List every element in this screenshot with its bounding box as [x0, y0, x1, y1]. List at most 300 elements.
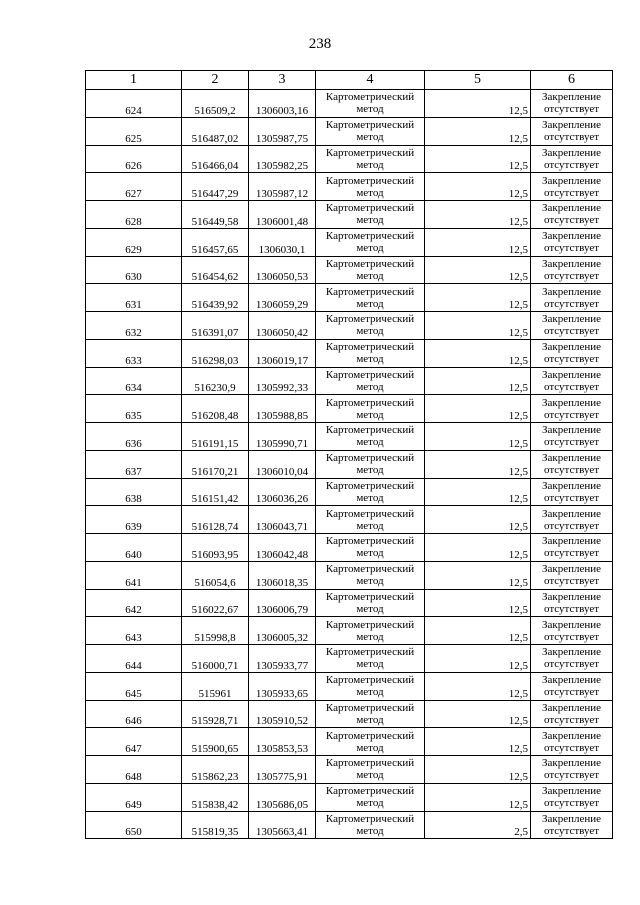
method-cell-text: Картометрический	[325, 91, 415, 104]
method-cell	[316, 645, 425, 673]
fixation-cell	[531, 367, 613, 395]
fixation-cell-text: Закрепление	[541, 202, 602, 215]
fixation-cell-text: отсутствует	[543, 242, 600, 255]
x-coordinate-cell	[182, 700, 249, 728]
point-number-cell	[86, 700, 182, 728]
x-coordinate-cell	[182, 617, 249, 645]
method-cell-text: Картометрический	[325, 257, 415, 270]
column-header-1: 1	[86, 71, 182, 90]
accuracy-cell	[425, 228, 531, 256]
fixation-cell	[531, 450, 613, 478]
x-coordinate-cell-text: 516509,2	[194, 104, 236, 117]
accuracy-cell	[425, 256, 531, 284]
point-number-cell-text: 634	[125, 382, 142, 395]
point-number-cell	[86, 506, 182, 534]
point-number-cell-text: 650	[125, 826, 142, 839]
x-coordinate-cell-text: 516093,95	[191, 548, 239, 561]
point-number-cell-text: 640	[125, 548, 142, 561]
fixation-cell-text: Закрепление	[541, 729, 602, 742]
x-coordinate-cell	[182, 728, 249, 756]
method-cell-text: метод	[356, 325, 384, 338]
fixation-cell	[531, 756, 613, 784]
accuracy-cell-text: 12,5	[508, 299, 528, 311]
table-row	[86, 561, 613, 589]
method-cell-text: метод	[356, 575, 384, 588]
accuracy-cell	[425, 756, 531, 784]
column-header-2: 2	[182, 71, 249, 90]
accuracy-cell	[425, 117, 531, 145]
x-coordinate-cell	[182, 645, 249, 673]
fixation-cell-text: отсутствует	[543, 186, 600, 199]
method-cell-text: Картометрический	[325, 396, 415, 409]
method-cell-text: метод	[356, 602, 384, 615]
y-coordinate-cell	[249, 395, 316, 423]
y-coordinate-cell-text: 1306010,04	[255, 465, 309, 478]
accuracy-cell-text: 12,5	[508, 770, 528, 783]
method-cell-text: метод	[356, 242, 384, 255]
y-coordinate-cell	[249, 228, 316, 256]
method-cell	[316, 756, 425, 784]
accuracy-cell	[425, 672, 531, 700]
method-cell-text: Картометрический	[325, 174, 415, 187]
fixation-cell	[531, 589, 613, 617]
fixation-cell	[531, 478, 613, 506]
fixation-cell-text: Закрепление	[541, 590, 602, 603]
method-cell	[316, 450, 425, 478]
y-coordinate-cell	[249, 201, 316, 229]
y-coordinate-cell-text: 1305987,75	[255, 132, 309, 145]
table-row	[86, 700, 613, 728]
method-cell-text: метод	[356, 353, 384, 366]
fixation-cell	[531, 201, 613, 229]
y-coordinate-cell	[249, 450, 316, 478]
y-coordinate-cell-text: 1306050,53	[255, 271, 309, 284]
point-number-cell	[86, 173, 182, 201]
point-number-cell-text: 636	[125, 437, 142, 450]
table-row	[86, 145, 613, 173]
fixation-cell-text: отсутствует	[543, 602, 600, 615]
accuracy-cell-text: 12,5	[508, 243, 528, 256]
fixation-cell	[531, 700, 613, 728]
accuracy-cell-text: 12,5	[508, 632, 528, 644]
x-coordinate-cell-text: 516170,21	[191, 465, 239, 478]
fixation-cell	[531, 506, 613, 534]
point-number-cell	[86, 312, 182, 340]
x-coordinate-cell	[182, 423, 249, 451]
fixation-cell-text: Закрепление	[541, 424, 602, 437]
fixation-cell-text: Закрепление	[541, 646, 602, 659]
table-row	[86, 117, 613, 145]
method-cell	[316, 561, 425, 589]
table-body	[86, 90, 613, 839]
method-cell-text: Картометрический	[325, 313, 415, 326]
point-number-cell	[86, 672, 182, 700]
point-number-cell-text: 644	[125, 659, 142, 672]
x-coordinate-cell-text: 515961	[198, 687, 232, 700]
x-coordinate-cell-text: 516230,9	[194, 382, 236, 395]
point-number-cell-text: 631	[125, 299, 142, 311]
x-coordinate-cell-text: 515819,35	[191, 826, 239, 839]
table-row	[86, 201, 613, 229]
table-row	[86, 617, 613, 645]
x-coordinate-cell-text: 515928,71	[191, 715, 239, 728]
x-coordinate-cell-text: 515900,65	[191, 743, 239, 755]
x-coordinate-cell	[182, 756, 249, 784]
accuracy-cell	[425, 645, 531, 673]
y-coordinate-cell-text: 1305775,91	[255, 770, 309, 783]
fixation-cell	[531, 312, 613, 340]
fixation-cell-text: Закрепление	[541, 119, 602, 132]
fixation-cell-text: Закрепление	[541, 341, 602, 354]
method-cell	[316, 700, 425, 728]
y-coordinate-cell-text: 1305988,85	[255, 410, 309, 422]
method-cell-text: метод	[356, 824, 384, 837]
accuracy-cell	[425, 339, 531, 367]
method-cell	[316, 90, 425, 118]
y-coordinate-cell-text: 1306050,42	[255, 326, 309, 339]
accuracy-cell	[425, 145, 531, 173]
fixation-cell	[531, 423, 613, 451]
fixation-cell-text: отсутствует	[543, 658, 600, 671]
y-coordinate-cell	[249, 589, 316, 617]
x-coordinate-cell	[182, 478, 249, 506]
x-coordinate-cell	[182, 339, 249, 367]
accuracy-cell-text: 12,5	[508, 160, 528, 173]
fixation-cell	[531, 284, 613, 312]
point-number-cell-text: 637	[125, 465, 142, 478]
fixation-cell	[531, 90, 613, 118]
point-number-cell-text: 638	[125, 493, 142, 506]
y-coordinate-cell	[249, 117, 316, 145]
table-row	[86, 450, 613, 478]
method-cell	[316, 228, 425, 256]
x-coordinate-cell	[182, 367, 249, 395]
fixation-cell	[531, 728, 613, 756]
accuracy-cell	[425, 201, 531, 229]
point-number-cell-text: 639	[125, 521, 142, 533]
accuracy-cell-text: 12,5	[508, 271, 528, 284]
y-coordinate-cell	[249, 312, 316, 340]
point-number-cell	[86, 728, 182, 756]
fixation-cell-text: отсутствует	[543, 269, 600, 282]
fixation-cell	[531, 672, 613, 700]
accuracy-cell-text: 12,5	[508, 382, 528, 395]
point-number-cell-text: 629	[125, 243, 142, 256]
point-number-cell	[86, 201, 182, 229]
fixation-cell	[531, 811, 613, 839]
point-number-cell-text: 626	[125, 160, 142, 173]
y-coordinate-cell	[249, 478, 316, 506]
accuracy-cell	[425, 728, 531, 756]
page-number: 238	[308, 36, 332, 52]
method-cell	[316, 617, 425, 645]
method-cell-text: метод	[356, 741, 384, 754]
fixation-cell-text: Закрепление	[541, 396, 602, 409]
column-header-4: 4	[316, 71, 425, 90]
fixation-cell	[531, 117, 613, 145]
accuracy-cell	[425, 284, 531, 312]
method-cell-text: метод	[356, 686, 384, 699]
fixation-cell	[531, 339, 613, 367]
accuracy-cell	[425, 395, 531, 423]
table-row	[86, 589, 613, 617]
point-number-cell-text: 649	[125, 798, 142, 811]
y-coordinate-cell-text: 1305982,25	[255, 160, 309, 173]
method-cell	[316, 506, 425, 534]
method-cell-text: метод	[356, 464, 384, 477]
y-coordinate-cell-text: 1306059,29	[255, 299, 309, 311]
x-coordinate-cell-text: 516391,07	[191, 326, 239, 339]
table-row	[86, 367, 613, 395]
x-coordinate-cell-text: 515862,23	[191, 770, 239, 783]
y-coordinate-cell	[249, 145, 316, 173]
x-coordinate-cell	[182, 117, 249, 145]
y-coordinate-cell-text: 1306001,48	[255, 215, 309, 228]
point-number-cell	[86, 589, 182, 617]
method-cell	[316, 783, 425, 811]
fixation-cell-text: Закрепление	[541, 757, 602, 770]
fixation-cell	[531, 145, 613, 173]
x-coordinate-cell-text: 516439,92	[191, 299, 239, 311]
point-number-cell-text: 625	[125, 132, 142, 145]
method-cell	[316, 145, 425, 173]
point-number-cell-text: 624	[125, 104, 142, 117]
accuracy-cell	[425, 811, 531, 839]
accuracy-cell-text: 12,5	[508, 521, 528, 533]
fixation-cell-text: Закрепление	[541, 785, 602, 798]
table-row	[86, 534, 613, 562]
y-coordinate-cell	[249, 339, 316, 367]
point-number-cell	[86, 339, 182, 367]
x-coordinate-cell-text: 516208,48	[191, 410, 239, 422]
fixation-cell-text: Закрепление	[541, 535, 602, 548]
accuracy-cell-text: 12,5	[508, 743, 528, 755]
point-number-cell-text: 647	[125, 743, 142, 755]
accuracy-cell	[425, 783, 531, 811]
y-coordinate-cell-text: 1305992,33	[255, 382, 309, 395]
header-row	[86, 71, 613, 90]
x-coordinate-cell-text: 516022,67	[191, 604, 239, 617]
fixation-cell-text: Закрепление	[541, 91, 602, 104]
fixation-cell-text: отсутствует	[543, 686, 600, 699]
method-cell	[316, 478, 425, 506]
fixation-cell-text: отсутствует	[543, 741, 600, 754]
x-coordinate-cell	[182, 395, 249, 423]
fixation-cell-text: отсутствует	[543, 380, 600, 393]
method-cell-text: метод	[356, 491, 384, 504]
accuracy-cell-text: 12,5	[508, 354, 528, 367]
method-cell	[316, 173, 425, 201]
accuracy-cell-text: 12,5	[508, 465, 528, 478]
method-cell-text: Картометрический	[325, 424, 415, 437]
point-number-cell	[86, 534, 182, 562]
x-coordinate-cell-text: 516191,15	[191, 437, 239, 450]
method-cell	[316, 672, 425, 700]
x-coordinate-cell	[182, 312, 249, 340]
x-coordinate-cell-text: 516487,02	[191, 132, 239, 145]
accuracy-cell-text: 12,5	[508, 604, 528, 617]
fixation-cell	[531, 617, 613, 645]
y-coordinate-cell-text: 1305910,52	[255, 715, 309, 728]
y-coordinate-cell-text: 1305990,71	[255, 437, 309, 450]
accuracy-cell-text: 12,5	[508, 132, 528, 145]
x-coordinate-cell	[182, 201, 249, 229]
fixation-cell-text: отсутствует	[543, 769, 600, 782]
accuracy-cell	[425, 589, 531, 617]
y-coordinate-cell	[249, 756, 316, 784]
method-cell-text: метод	[356, 131, 384, 144]
x-coordinate-cell	[182, 228, 249, 256]
column-header-3: 3	[249, 71, 316, 90]
method-cell-text: Картометрический	[325, 230, 415, 243]
accuracy-cell-text: 12,5	[508, 437, 528, 450]
y-coordinate-cell-text: 1305987,12	[255, 188, 309, 200]
fixation-cell-text: Закрепление	[541, 257, 602, 270]
method-cell	[316, 117, 425, 145]
fixation-cell-text: Закрепление	[541, 230, 602, 243]
table-header	[86, 71, 613, 90]
method-cell	[316, 811, 425, 839]
x-coordinate-cell-text: 516128,74	[191, 521, 239, 533]
x-coordinate-cell	[182, 561, 249, 589]
y-coordinate-cell-text: 1305686,05	[255, 798, 309, 811]
fixation-cell-text: Закрепление	[541, 479, 602, 492]
fixation-cell-text: отсутствует	[543, 491, 600, 504]
method-cell	[316, 367, 425, 395]
y-coordinate-cell-text: 1306005,32	[255, 632, 309, 644]
method-cell-text: метод	[356, 547, 384, 560]
fixation-cell-text: Закрепление	[541, 674, 602, 687]
column-header-6: 6	[531, 71, 613, 90]
method-cell-text: Картометрический	[325, 341, 415, 354]
table-row	[86, 478, 613, 506]
accuracy-cell	[425, 173, 531, 201]
method-cell-text: метод	[356, 519, 384, 532]
point-number-cell	[86, 284, 182, 312]
x-coordinate-cell	[182, 173, 249, 201]
fixation-cell-text: отсутствует	[543, 575, 600, 588]
fixation-cell	[531, 228, 613, 256]
method-cell-text: Картометрический	[325, 757, 415, 770]
fixation-cell-text: Закрепление	[541, 368, 602, 381]
table-row	[86, 728, 613, 756]
x-coordinate-cell-text: 515998,8	[194, 632, 236, 644]
point-number-cell-text: 627	[125, 188, 142, 200]
fixation-cell-text: отсутствует	[543, 353, 600, 366]
point-number-cell	[86, 783, 182, 811]
y-coordinate-cell	[249, 284, 316, 312]
fixation-cell	[531, 256, 613, 284]
point-number-cell	[86, 90, 182, 118]
point-number-cell	[86, 450, 182, 478]
accuracy-cell-text: 12,5	[508, 576, 528, 589]
method-cell	[316, 284, 425, 312]
method-cell-text: метод	[356, 214, 384, 227]
fixation-cell-text: отсутствует	[543, 214, 600, 227]
fixation-cell-text: Закрепление	[541, 618, 602, 631]
point-number-cell	[86, 561, 182, 589]
accuracy-cell-text: 12,5	[508, 548, 528, 561]
x-coordinate-cell	[182, 534, 249, 562]
y-coordinate-cell	[249, 506, 316, 534]
point-number-cell	[86, 228, 182, 256]
fixation-cell	[531, 561, 613, 589]
fixation-cell-text: Закрепление	[541, 174, 602, 187]
point-number-cell-text: 630	[125, 271, 142, 284]
accuracy-cell	[425, 450, 531, 478]
x-coordinate-cell	[182, 783, 249, 811]
accuracy-cell-text: 12,5	[508, 493, 528, 506]
x-coordinate-cell-text: 516466,04	[191, 160, 239, 173]
accuracy-cell	[425, 478, 531, 506]
table-row	[86, 506, 613, 534]
table-row	[86, 284, 613, 312]
y-coordinate-cell	[249, 811, 316, 839]
fixation-cell-text: Закрепление	[541, 507, 602, 520]
fixation-cell-text: Закрепление	[541, 563, 602, 576]
y-coordinate-cell	[249, 728, 316, 756]
y-coordinate-cell-text: 1306030,1	[258, 243, 306, 256]
x-coordinate-cell-text: 516298,03	[191, 354, 239, 367]
fixation-cell	[531, 173, 613, 201]
x-coordinate-cell-text: 516000,71	[191, 659, 239, 672]
accuracy-cell	[425, 312, 531, 340]
y-coordinate-cell	[249, 645, 316, 673]
point-number-cell	[86, 756, 182, 784]
table-row	[86, 256, 613, 284]
x-coordinate-cell-text: 516454,62	[191, 271, 239, 284]
point-number-cell	[86, 367, 182, 395]
y-coordinate-cell	[249, 672, 316, 700]
y-coordinate-cell-text: 1306043,71	[255, 521, 309, 533]
method-cell-text: Картометрический	[325, 507, 415, 520]
method-cell	[316, 589, 425, 617]
table-row	[86, 811, 613, 839]
table-row	[86, 173, 613, 201]
y-coordinate-cell-text: 1306006,79	[255, 604, 309, 617]
method-cell	[316, 395, 425, 423]
fixation-cell-text: отсутствует	[543, 797, 600, 810]
fixation-cell-text: отсутствует	[543, 519, 600, 532]
y-coordinate-cell-text: 1306019,17	[255, 354, 309, 367]
method-cell-text: Картометрический	[325, 812, 415, 825]
fixation-cell-text: отсутствует	[543, 630, 600, 643]
point-number-cell-text: 628	[125, 215, 142, 228]
y-coordinate-cell	[249, 367, 316, 395]
accuracy-cell-text: 12,5	[508, 410, 528, 422]
fixation-cell-text: отсутствует	[543, 103, 600, 116]
x-coordinate-cell-text: 516054,6	[194, 576, 236, 589]
method-cell-text: Картометрический	[325, 618, 415, 631]
point-number-cell-text: 648	[125, 770, 142, 783]
fixation-cell-text: отсутствует	[543, 547, 600, 560]
point-number-cell-text: 641	[125, 576, 142, 589]
method-cell	[316, 256, 425, 284]
table-row	[86, 423, 613, 451]
method-cell-text: метод	[356, 797, 384, 810]
y-coordinate-cell-text: 1305933,65	[255, 687, 309, 700]
fixation-cell-text: отсутствует	[543, 824, 600, 837]
point-number-cell-text: 643	[125, 632, 142, 644]
x-coordinate-cell-text: 516151,42	[191, 493, 239, 506]
method-cell-text: метод	[356, 630, 384, 643]
fixation-cell-text: отсутствует	[543, 464, 600, 477]
method-cell-text: метод	[356, 297, 384, 310]
method-cell-text: Картометрический	[325, 674, 415, 687]
point-number-cell-text: 635	[125, 410, 142, 422]
point-number-cell	[86, 117, 182, 145]
table-row	[86, 645, 613, 673]
